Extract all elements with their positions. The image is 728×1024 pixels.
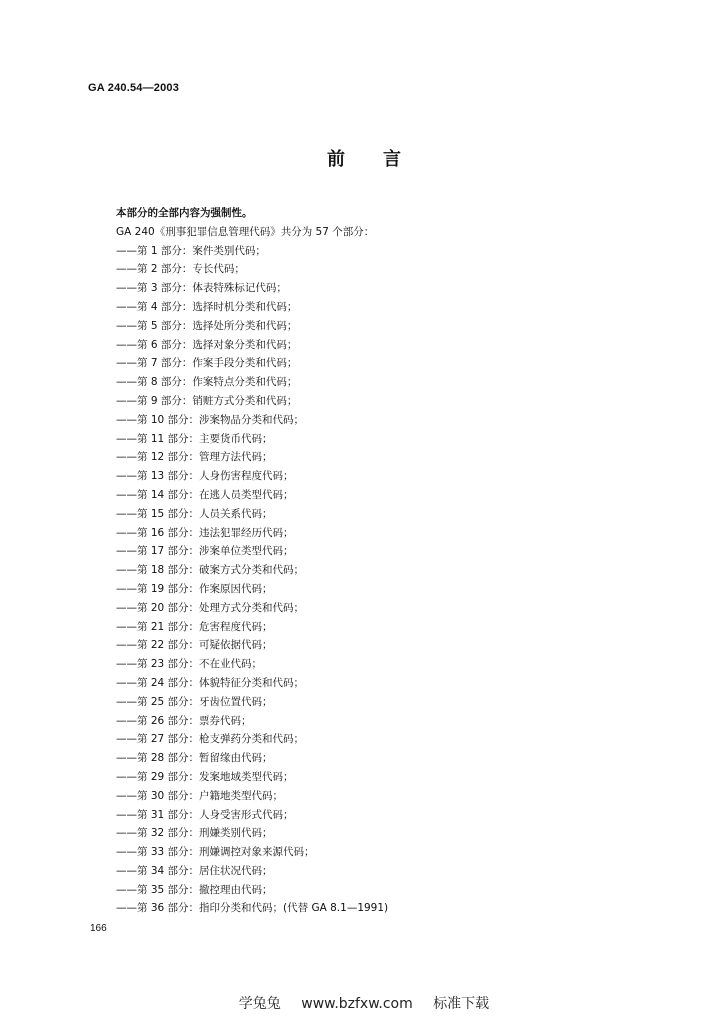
list-item: ——第 30 部分：户籍地类型代码； xyxy=(116,789,284,802)
page-number: 166 xyxy=(90,923,107,934)
parts-intro: GA 240《刑事犯罪信息管理代码》共分为 57 个部分： xyxy=(116,225,375,238)
list-item: ——第 33 部分：刑嫌调控对象来源代码； xyxy=(116,846,315,859)
title-char-1: 前 xyxy=(327,149,345,170)
list-item: ——第 7 部分：作案手段分类和代码； xyxy=(116,357,298,370)
list-item: ——第 5 部分：选择处所分类和代码； xyxy=(116,319,298,332)
list-item: ——第 14 部分：在逃人员类型代码； xyxy=(116,488,294,501)
list-item: ——第 6 部分：选择对象分类和代码； xyxy=(116,338,298,351)
list-item: ——第 20 部分：处理方式分类和代码； xyxy=(116,601,305,614)
list-item: ——第 15 部分：人员关系代码； xyxy=(116,507,273,520)
list-item: ——第 3 部分：体表特殊标记代码； xyxy=(116,282,287,295)
list-item: ——第 13 部分：人身伤害程度代码； xyxy=(116,470,294,483)
list-item: ——第 23 部分：不在业代码； xyxy=(116,658,263,671)
list-item: ——第 4 部分：选择时机分类和代码； xyxy=(116,300,298,313)
list-item: ——第 22 部分：可疑依据代码； xyxy=(116,639,273,652)
list-item: ——第 10 部分：涉案物品分类和代码； xyxy=(116,413,305,426)
list-item: ——第 29 部分：发案地域类型代码； xyxy=(116,770,294,783)
footer-tagline: 标准下载 xyxy=(433,996,490,1012)
list-item: ——第 27 部分：枪支弹药分类和代码； xyxy=(116,733,305,746)
list-item: ——第 21 部分：危害程度代码； xyxy=(116,620,273,633)
footer-site-name: 学兔兔 xyxy=(238,996,281,1012)
list-item: ——第 31 部分：人身受害形式代码； xyxy=(116,808,294,821)
list-item: ——第 34 部分：居住状况代码； xyxy=(116,864,273,877)
footer-url: www.bzfxw.com xyxy=(301,996,413,1012)
list-item: ——第 8 部分：作案特点分类和代码； xyxy=(116,376,298,389)
list-item: ——第 17 部分：涉案单位类型代码； xyxy=(116,545,294,558)
preface-body xyxy=(116,204,636,918)
list-item: ——第 2 部分：专长代码； xyxy=(116,263,245,276)
list-item: ——第 1 部分：案件类别代码； xyxy=(116,244,266,257)
parts-list xyxy=(116,242,636,919)
list-item: ——第 26 部分：票券代码； xyxy=(116,714,252,727)
list-item: ——第 28 部分：暂留缘由代码； xyxy=(116,752,273,765)
list-item: ——第 16 部分：违法犯罪经历代码； xyxy=(116,526,294,539)
list-item: ——第 32 部分：刑嫌类别代码； xyxy=(116,827,273,840)
list-item: ——第 18 部分：破案方式分类和代码； xyxy=(116,564,305,577)
list-item: ——第 11 部分：主要货币代码； xyxy=(116,432,273,445)
list-item: ——第 24 部分：体貌特征分类和代码； xyxy=(116,676,305,689)
standard-code: GA 240.54—2003 xyxy=(88,82,180,94)
title-char-2: 言 xyxy=(383,149,401,170)
list-item: ——第 36 部分：指印分类和代码；(代替 GA 8.1—1991) xyxy=(116,902,389,915)
list-item: ——第 19 部分：作案原因代码； xyxy=(116,582,273,595)
list-item: ——第 9 部分：销赃方式分类和代码； xyxy=(116,394,298,407)
page-title xyxy=(0,145,728,171)
list-item: ——第 35 部分：撤控理由代码； xyxy=(116,883,273,896)
footer-watermark xyxy=(0,993,728,1013)
list-item: ——第 12 部分：管理方法代码； xyxy=(116,451,273,464)
mandatory-statement: 本部分的全部内容为强制性。 xyxy=(116,207,253,219)
list-item: ——第 25 部分：牙齿位置代码； xyxy=(116,695,273,708)
